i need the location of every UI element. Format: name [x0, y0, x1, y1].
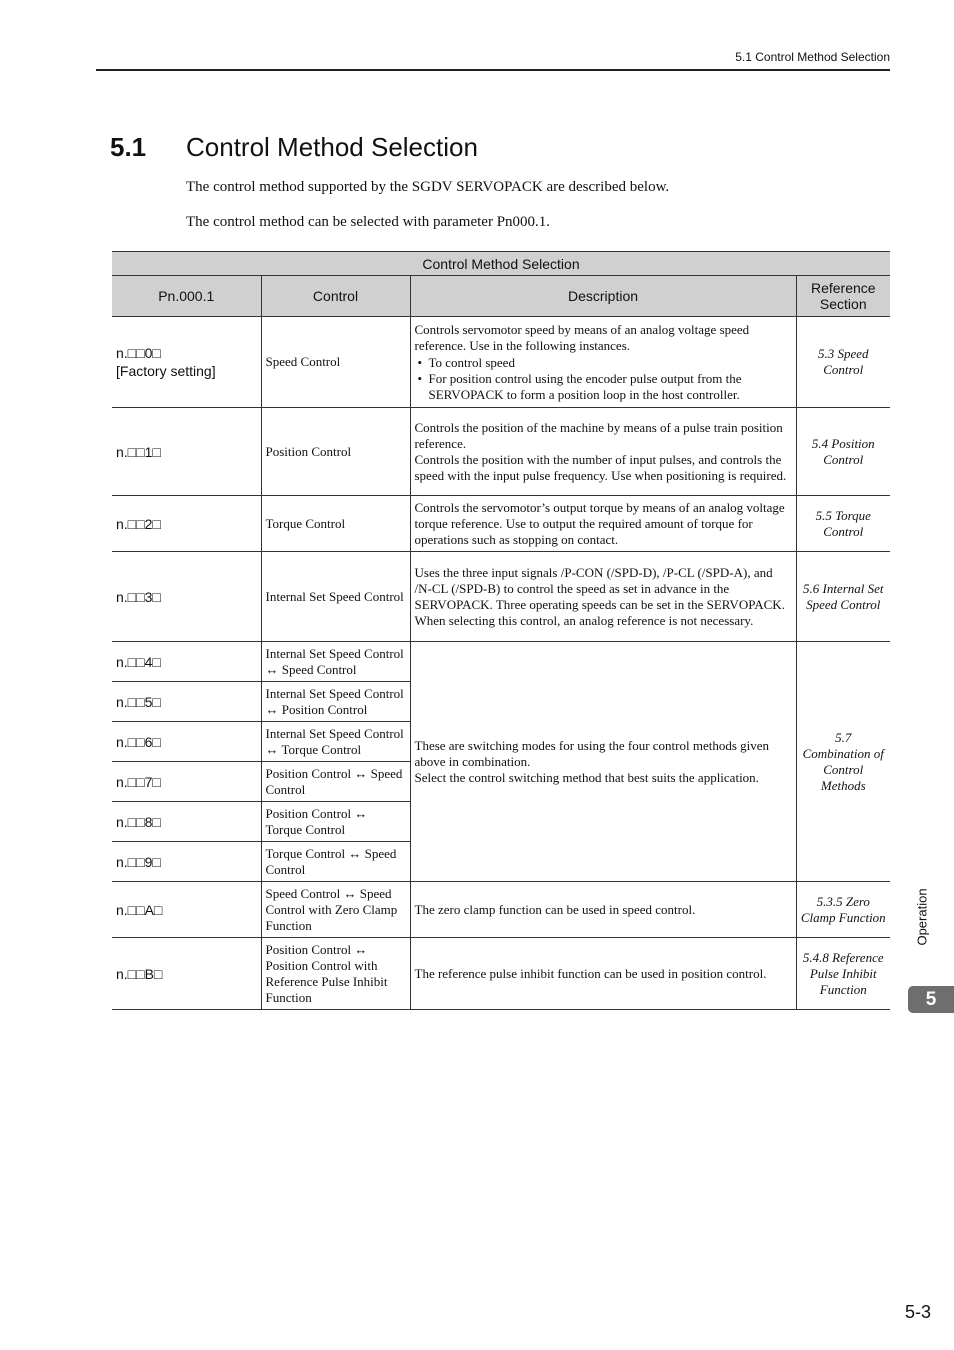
reference-cell: 5.6 Internal Set Speed Control [796, 552, 890, 642]
table-row [112, 408, 890, 496]
switching-description-cell [410, 642, 796, 882]
control-cell: Speed Control ↔ Speed Control with Zero Clamp Function [261, 882, 410, 938]
control-cell: Torque Control ↔ Speed Control [261, 842, 410, 882]
header-reference-line1: Reference [810, 280, 876, 296]
param-cell: n.□□9□ [112, 842, 261, 882]
control-method-table [112, 251, 890, 1010]
table-row [112, 938, 890, 1010]
section-number: 5.1 [110, 132, 147, 162]
description-cell [410, 552, 796, 642]
reference-cell: 5.5 Torque Control [796, 496, 890, 552]
description-cell [410, 408, 796, 496]
control-cell: Speed Control [261, 317, 410, 408]
description-text: Controls servomotor speed by means of an analog voltage speed reference. Use in the following instances. [414, 321, 750, 353]
bullet-item: • To control speed [415, 355, 792, 371]
running-header: 5.1 Control Method Selection [735, 50, 890, 64]
description-text: Controls the position of the machine by means of a pulse train position reference. [414, 419, 783, 451]
intro-paragraph-1: The control method supported by the SGDV SERVOPACK are described below. [186, 179, 670, 195]
reference-cell: 5.3.5 Zero Clamp Function [796, 882, 890, 938]
param-value: n.□□0□ [116, 345, 161, 361]
header-param: Pn.000.1 [112, 276, 261, 317]
description-cell: The zero clamp function can be used in speed control. [410, 882, 796, 938]
table-row [112, 882, 890, 938]
control-cell: Internal Set Speed Control ↔ Torque Control [261, 722, 410, 762]
header-reference [796, 276, 890, 317]
description-text: Controls the position with the number of input pulses, and controls the speed with the input pulse frequency. Use when positioning is required. [414, 451, 787, 483]
param-cell: n.□□5□ [112, 682, 261, 722]
description-bullets [415, 355, 792, 403]
param-cell: n.□□7□ [112, 762, 261, 802]
reference-cell: 5.4 Position Control [796, 408, 890, 496]
switching-reference-cell: 5.7 Combination of Control Methods [796, 642, 890, 882]
header-rule [96, 69, 890, 71]
description-text: Select the control switching method that best suits the application. [414, 769, 759, 785]
table-row [112, 552, 890, 642]
param-cell: n.□□1□ [112, 408, 261, 496]
param-cell: n.□□2□ [112, 496, 261, 552]
description-text: When selecting this control, an analog reference is not necessary. [414, 612, 754, 628]
side-tab-label: Operation [914, 888, 930, 946]
control-cell: Internal Set Speed Control [261, 552, 410, 642]
table-row [112, 317, 890, 408]
control-cell: Position Control [261, 408, 410, 496]
table-row [112, 642, 890, 682]
section-title: Control Method Selection [186, 132, 478, 162]
chapter-number-badge: 5 [908, 986, 954, 1013]
param-cell: n.□□8□ [112, 802, 261, 842]
param-note: [Factory setting] [116, 363, 216, 379]
param-cell [112, 317, 261, 408]
chapter-side-tab [912, 872, 932, 962]
control-cell: Position Control ↔ Speed Control [261, 762, 410, 802]
control-cell: Internal Set Speed Control ↔ Position Control [261, 682, 410, 722]
param-cell: n.□□3□ [112, 552, 261, 642]
reference-cell: 5.3 Speed Control [796, 317, 890, 408]
table-row [112, 496, 890, 552]
page-number: 5-3 [904, 1302, 931, 1322]
param-cell: n.□□A□ [112, 882, 261, 938]
description-cell [410, 317, 796, 408]
control-cell: Position Control ↔ Torque Control [261, 802, 410, 842]
header-control: Control [261, 276, 410, 317]
header-description: Description [410, 276, 796, 317]
table-caption: Control Method Selection [112, 252, 890, 276]
reference-cell: 5.4.8 Reference Pulse Inhibit Function [796, 938, 890, 1010]
control-cell: Internal Set Speed Control ↔ Speed Control [261, 642, 410, 682]
param-cell: n.□□4□ [112, 642, 261, 682]
description-text: Uses the three input signals /P-CON (/SPD-D), /P-CL (/SPD-A), and /N-CL (/SPD-B) to control the speed as set in advance in the SERVOPACK. Three operating speeds can be set in the SERVOPACK. [414, 564, 785, 612]
header-reference-line2: Section [819, 296, 867, 312]
description-text: These are switching modes for using the four control methods given above in combination. [414, 737, 770, 769]
bullet-item: • For position control using the encoder pulse output from the SERVOPACK to form a position loop in the host controller. [415, 371, 792, 403]
control-cell: Torque Control [261, 496, 410, 552]
description-cell: Controls the servomotor’s output torque by means of an analog voltage torque reference. Use to output the required amount of torque for operations such as stopping on contact. [410, 496, 796, 552]
control-cell: Position Control ↔ Position Control with Reference Pulse Inhibit Function [261, 938, 410, 1010]
intro-paragraph-2: The control method can be selected with parameter Pn000.1. [186, 214, 551, 230]
param-cell: n.□□B□ [112, 938, 261, 1010]
param-cell: n.□□6□ [112, 722, 261, 762]
description-cell: The reference pulse inhibit function can be used in position control. [410, 938, 796, 1010]
